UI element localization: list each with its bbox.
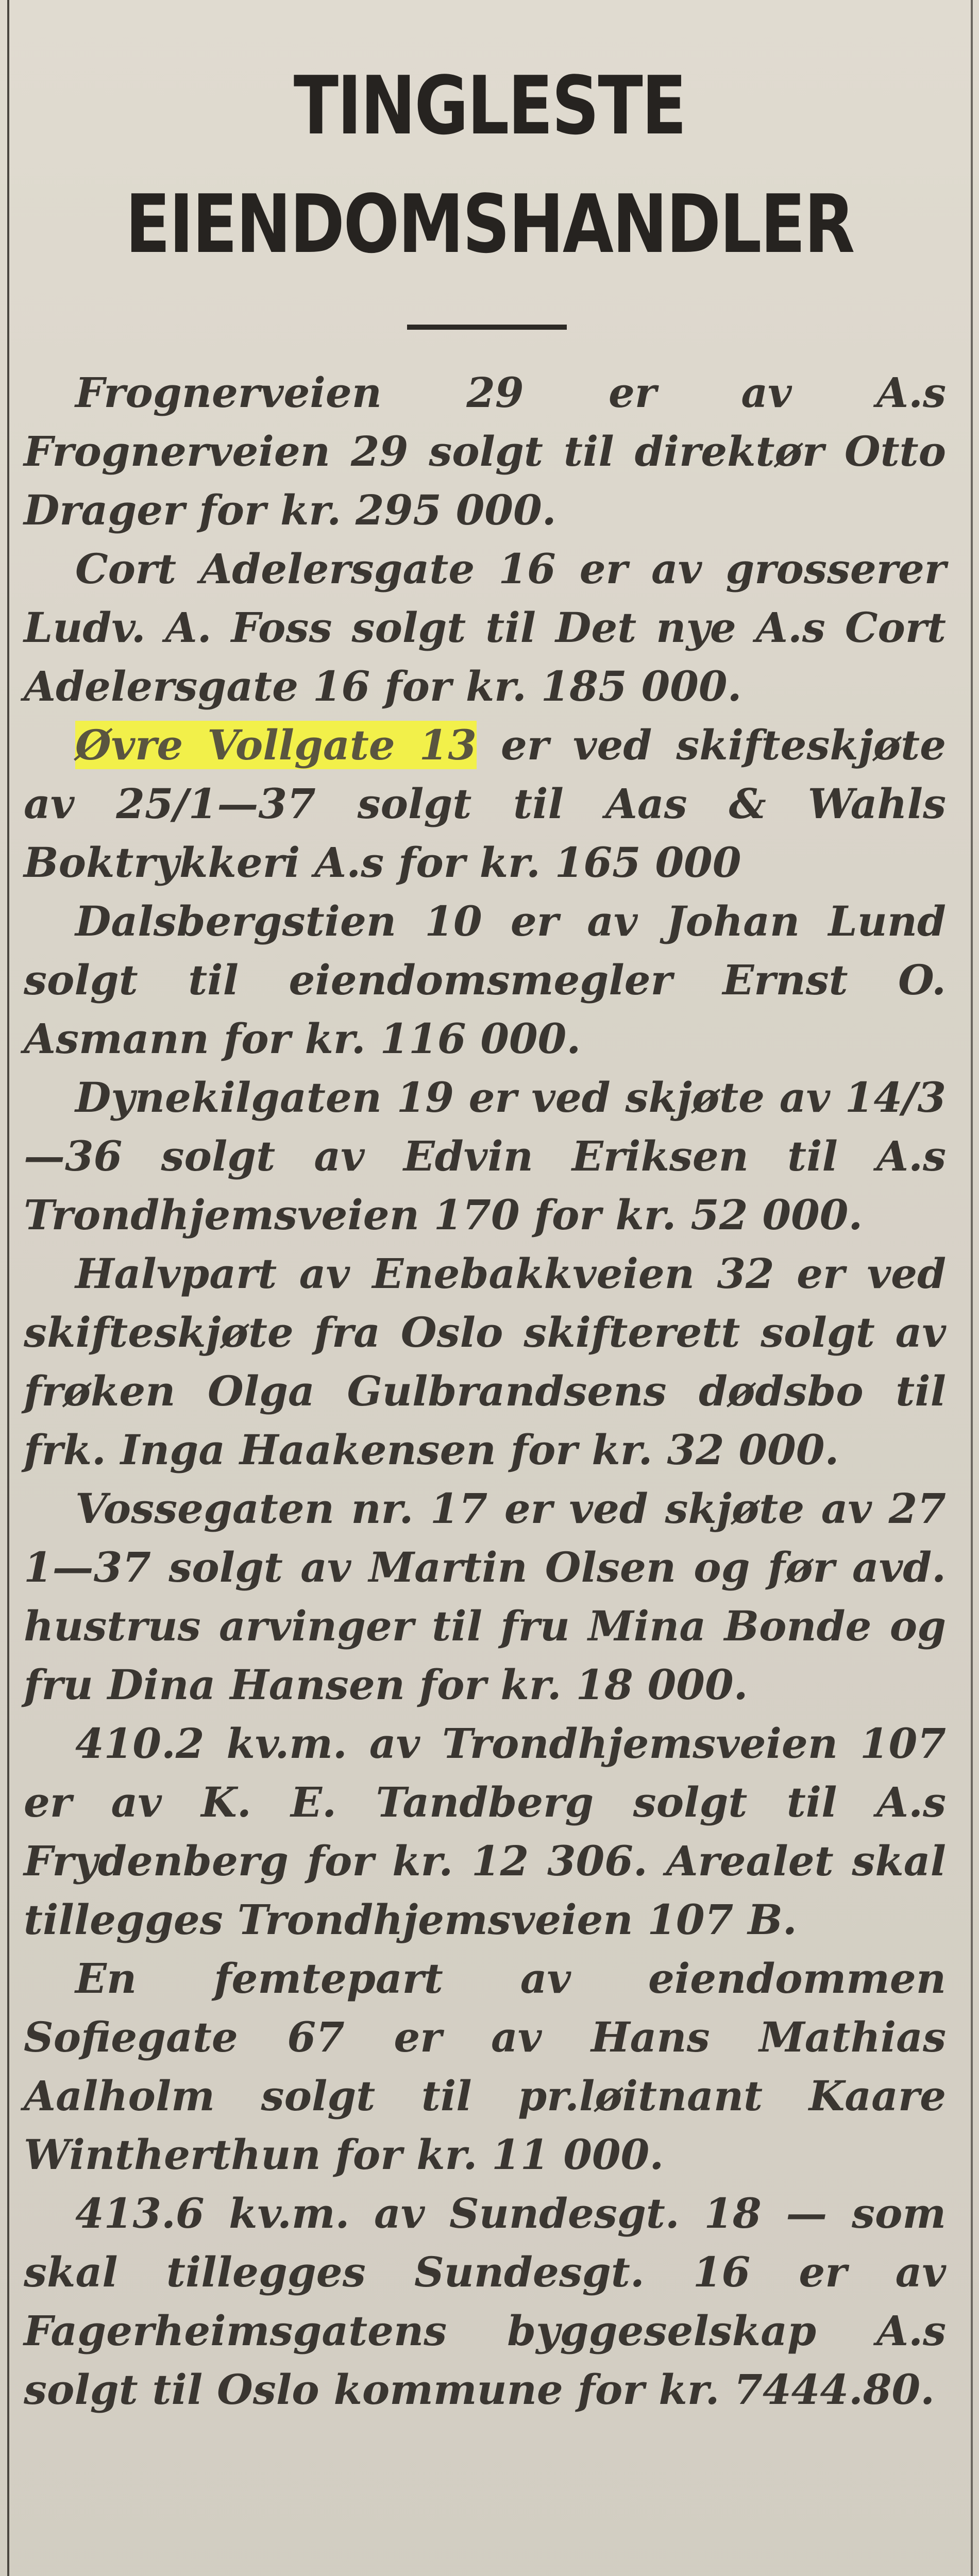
entry-text: er ved skifteskjøte av 25/1—37 solgt til Aas & Wahls Boktrykkeri A.s for kr. 165 000 — [24, 721, 947, 887]
entry-vossegaten — [24, 1479, 946, 1714]
headline-divider — [407, 325, 567, 330]
column-rule-left — [7, 0, 9, 2576]
entry-text: Dynekilgaten 19 er ved skjøte av 14/3—36 solgt av Edvin Eriksen til A.s Trondhjemsveien 170 for kr. 52 000. — [24, 1073, 946, 1239]
entry-text: 410.2 kv.m. av Trondhjemsveien 107 er av K. E. Tandberg solgt til A.s Frydenberg for kr. 12 306. Arealet skal tillegges Trondhjemsveien 107 B. — [24, 1719, 946, 1944]
entry-dynekilgaten — [24, 1068, 946, 1244]
entry-text: Vossegaten nr. 17 er ved skjøte av 27 1—37 solgt av Martin Olsen og før avd. hustrus arvinger til fru Mina Bonde og fru Dina Hansen for kr. 18 000. — [24, 1484, 946, 1709]
entry-text: Cort Adelersgate 16 er av grosserer Ludv. A. Foss solgt til Det nye A.s Cort Adelersgate 16 for kr. 185 000. — [24, 545, 946, 710]
headline — [122, 46, 857, 283]
entry-dalsbergstien — [24, 892, 946, 1068]
entry-sundesgt — [24, 2184, 946, 2419]
entry-text: Halvpart av Enebakkveien 32 er ved skifteskjøte fra Oslo skifterett solgt av frøken Olga Gulbrandsens dødsbo til frk. Inga Haakensen for kr. 32 000. — [24, 1249, 946, 1474]
headline-line-2: EIENDOMSHANDLER — [125, 177, 854, 271]
entry-enebakkveien — [24, 1244, 946, 1479]
column-rule-right — [971, 0, 973, 2576]
headline-line-1: TINGLESTE — [293, 59, 686, 152]
entry-trondhjemsveien — [24, 1714, 946, 1949]
entry-cort-adelersgate — [24, 539, 946, 716]
article-body — [24, 363, 946, 2419]
entry-ovre-vollgate — [24, 716, 946, 892]
highlighted-address: Øvre Vollgate 13 — [75, 721, 477, 769]
entry-text: Dalsbergstien 10 er av Johan Lund solgt til eiendomsmegler Ernst O. Asmann for kr. 116 000. — [24, 897, 946, 1063]
entry-sofiegate — [24, 1949, 946, 2184]
entry-text: En femtepart av eiendommen Sofiegate 67 er av Hans Mathias Aalholm solgt til pr.løitnant Kaare Wintherthun for kr. 11 000. — [24, 1954, 946, 2179]
entry-text: Frognerveien 29 er av A.s Frognerveien 29 solgt til direktør Otto Drager for kr. 295 000. — [24, 368, 946, 534]
entry-frognerveien — [24, 363, 946, 539]
entry-text: 413.6 kv.m. av Sundesgt. 18 — som skal tillegges Sundesgt. 16 er av Fagerheimsgatens byggeselskap A.s solgt til Oslo kommune for kr. 7444.80. — [24, 2189, 946, 2414]
